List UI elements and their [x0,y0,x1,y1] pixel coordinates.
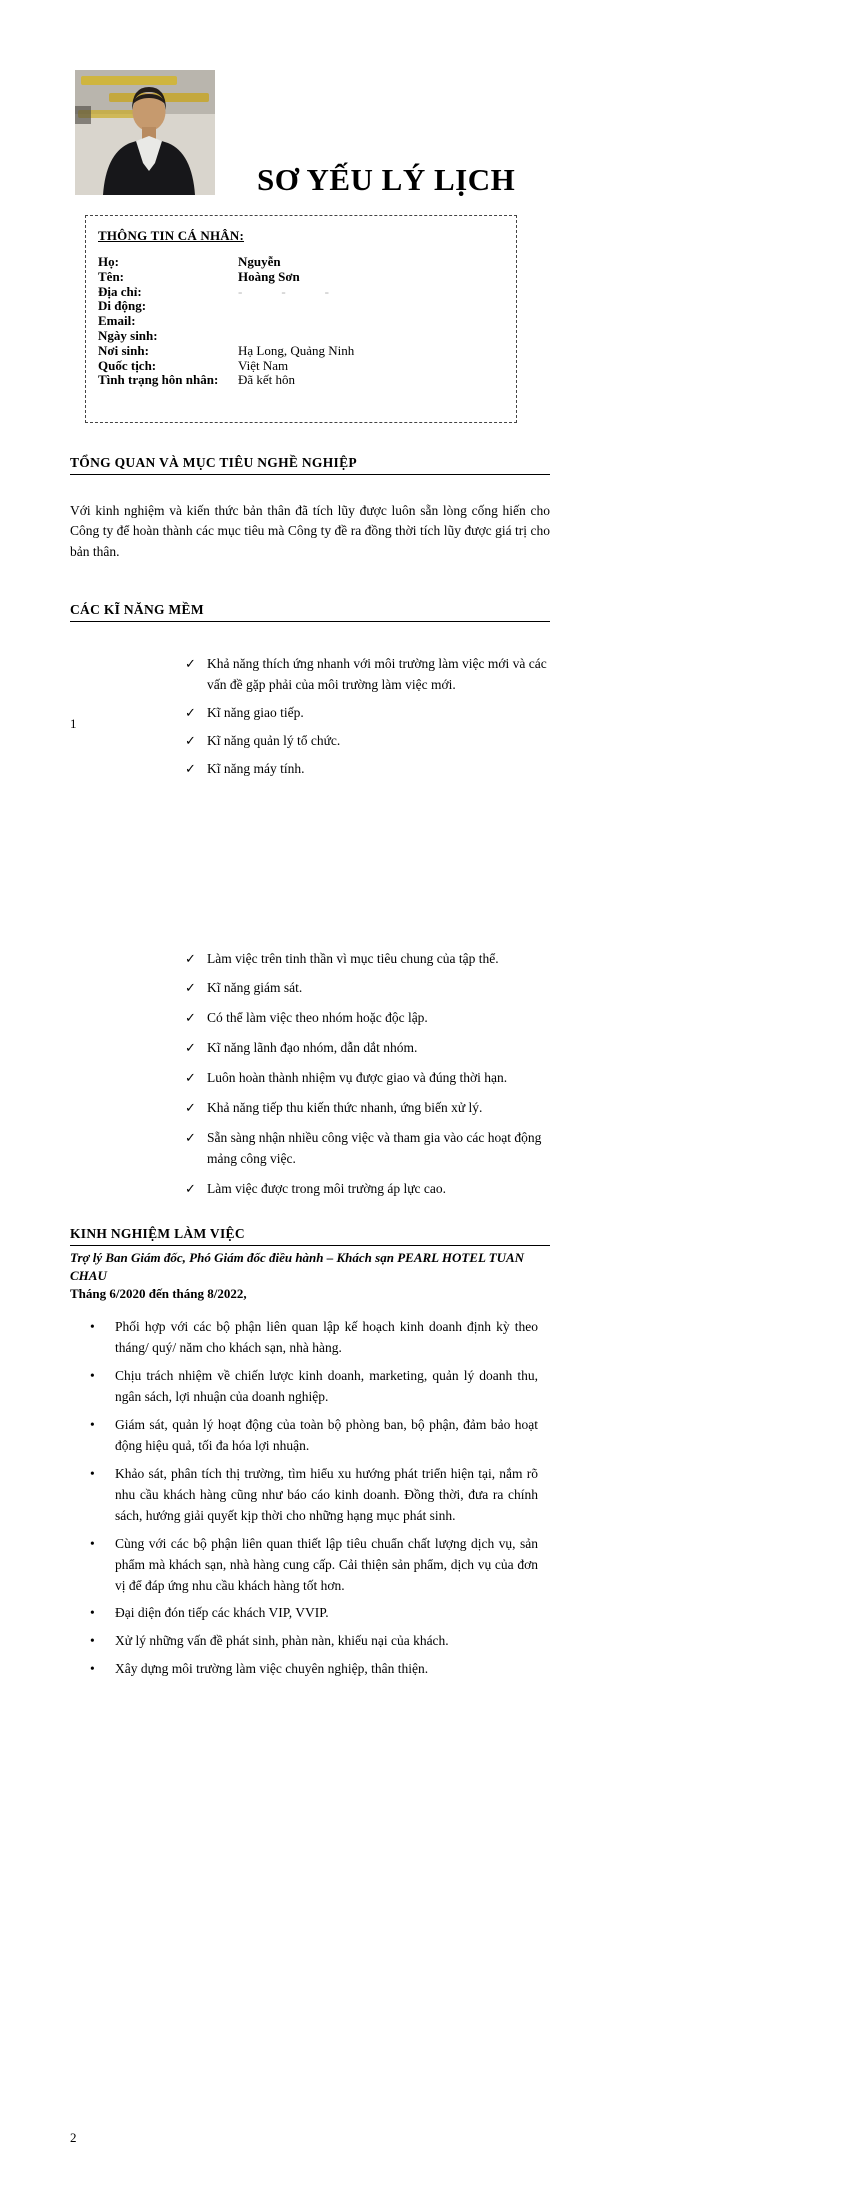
check-item-text: Khả năng tiếp thu kiến thức nhanh, ứng biến xử lý. [207,1100,483,1116]
check-item-text: Khả năng thích ứng nhanh với môi trường làm việc mới và các vấn đề gặp phải của môi trường làm việc mới. [207,655,547,692]
section-soft-skills [70,602,550,622]
bullet-icon: • [90,1633,95,1649]
field-label: Quốc tịch: [98,357,157,373]
check-item [185,1128,547,1170]
section-overview [70,455,550,562]
field-label: Email: [98,313,136,329]
bullet-item-text: Cùng với các bộ phận liên quan thiết lập tiêu chuẩn chất lượng dịch vụ, sản phẩm mà khách sạn, nhà hàng cung cấp. Cải thiện sản phẩm, dịch vụ của đơn vị để đáp ứng nhu cầu khách hàng tốt hơn. [115,1535,538,1593]
bullet-icon: • [90,1535,95,1551]
bullet-icon: • [90,1605,95,1621]
page-title: SƠ YẾU LÝ LỊCH [257,162,516,197]
overview-text: Với kinh nghiệm và kiến thức bản thân đã tích lũy được luôn sẵn lòng cống hiến cho Công ty để hoàn thành các mục tiêu mà Công ty đề ra đồng thời tích lũy được giá trị cho bản thân. [70,503,550,559]
job-period: Tháng 6/2020 đến tháng 8/2022, [70,1286,247,1302]
check-item-text: Kĩ năng giao tiếp. [207,704,304,720]
section-experience [70,1226,550,1680]
field-value: Nguyễn [238,254,281,269]
checkmark-icon: ✓ [185,1180,196,1196]
bullet-icon: • [90,1319,95,1335]
field-label: Ngày sinh: [98,327,158,343]
check-item [185,1068,547,1089]
field-value: - - - [238,283,329,299]
check-item [185,949,547,970]
check-item-text: Kĩ năng giám sát. [207,980,303,996]
bullet-item [90,1659,538,1680]
bullet-item [90,1631,538,1652]
check-item [185,1008,547,1029]
check-item-text: Kĩ năng lãnh đạo nhóm, dẫn dắt nhóm. [207,1040,418,1056]
checkmark-icon: ✓ [185,732,196,748]
check-item-text: Sẵn sàng nhận nhiều công việc và tham gia vào các hoạt động mảng công việc. [207,1130,542,1166]
check-item [185,1179,547,1200]
overview-heading: TỔNG QUAN VÀ MỤC TIÊU NGHỀ NGHIỆP [70,455,550,475]
field-label: Di động: [98,298,147,314]
bullet-item-text: Đại diện đón tiếp các khách VIP, VVIP. [115,1605,329,1621]
check-item [185,703,547,724]
bullet-item [90,1534,538,1597]
checkmark-icon: ✓ [185,1010,196,1026]
bullet-item-text: Xử lý những vấn đề phát sinh, phàn nàn, khiếu nại của khách. [115,1633,449,1649]
field-value: Hạ Long, Quảng Ninh [238,342,355,358]
bullet-icon: • [90,1661,95,1677]
bullet-icon: • [90,1465,95,1481]
bullet-item [90,1415,538,1457]
bullet-icon: • [90,1368,95,1384]
bullet-item-text: Phối hợp với các bộ phận liên quan lập kế hoạch kinh doanh định kỳ theo tháng/ quý/ năm cho khách sạn, nhà hàng. [115,1319,538,1356]
page-number-2: 2 [70,2130,77,2145]
page-break-spacer [0,787,850,917]
soft-skills-list-page1 [185,654,547,780]
bullet-item-text: Chịu trách nhiệm về chiến lược kinh doanh, marketing, quản lý doanh thu, ngân sách, lợi nhuận của doanh nghiệp. [115,1368,538,1405]
checkmark-icon: ✓ [185,1130,196,1146]
info-row-noi-sinh [98,344,504,359]
profile-photo [75,70,215,195]
checkmark-icon: ✓ [185,704,196,720]
checkmark-icon: ✓ [185,1040,196,1056]
info-row-di-dong [98,299,504,314]
field-value: Việt Nam [238,357,289,373]
soft-skills-heading: CÁC KĨ NĂNG MỀM [70,602,550,622]
checkmark-icon: ✓ [185,1100,196,1116]
check-item-text: Làm việc được trong môi trường áp lực cao. [207,1180,447,1196]
experience-bullet-list [90,1317,538,1680]
field-label: Tình trạng hôn nhân: [98,372,219,388]
info-row-quoc-tich [98,359,504,374]
check-item-text: Luôn hoàn thành nhiệm vụ được giao và đúng thời hạn. [207,1070,508,1086]
bullet-item-text: Khảo sát, phân tích thị trường, tìm hiểu xu hướng phát triển hiện tại, nắm rõ nhu cầu khách hàng cũng như báo cáo kinh doanh. Đồng thời, đưa ra chính sách, hướng giải quyết kịp thời cho những hạng mục phát sinh. [115,1465,538,1523]
checkmark-icon: ✓ [185,1070,196,1086]
job-title: Trợ lý Ban Giám đốc, Phó Giám đốc điều hành – Khách sạn PEARL HOTEL TUAN CHAU [70,1249,525,1284]
field-label: Tên: [98,268,124,284]
check-item-text: Làm việc trên tinh thần vì mục tiêu chung của tập thể. [207,950,499,966]
check-item [185,731,547,752]
check-item-text: Có thể làm việc theo nhóm hoặc độc lập. [207,1010,428,1026]
personal-info-heading: THÔNG TIN CÁ NHÂN: [98,228,245,243]
bullet-item-text: Xây dựng môi trường làm việc chuyên nghiệp, thân thiện. [115,1661,429,1677]
field-label: Nơi sinh: [98,342,149,358]
bullet-item [90,1317,538,1359]
profile-photo-image [75,70,215,195]
checkmark-icon: ✓ [185,950,196,966]
field-value: Đã kết hôn [238,372,296,388]
field-label: Họ: [98,254,119,269]
bullet-item [90,1603,538,1624]
document-header [0,0,850,195]
check-item [185,978,547,999]
info-row-ngay-sinh [98,329,504,344]
checkmark-icon: ✓ [185,760,196,776]
bullet-item-text: Giám sát, quản lý hoạt động của toàn bộ phòng ban, bộ phận, đảm bảo hoạt động hiệu quả, tối đa hóa lợi nhuận. [115,1417,538,1453]
field-label: Địa chỉ: [98,283,142,299]
checkmark-icon: ✓ [185,655,196,671]
info-row-dia-chi [98,285,504,300]
check-item-text: Kĩ năng máy tính. [207,760,305,776]
check-item [185,1038,547,1059]
info-row-hon-nhan [98,373,504,388]
check-item [185,759,547,780]
info-row-ho [98,255,504,270]
experience-heading: KINH NGHIỆM LÀM VIỆC [70,1226,550,1246]
check-item-text: Kĩ năng quản lý tổ chức. [207,732,341,748]
bullet-item [90,1366,538,1408]
check-item [185,654,547,696]
checkmark-icon: ✓ [185,980,196,996]
soft-skills-list-page2 [185,949,547,1200]
check-item [185,1098,547,1119]
bullet-icon: • [90,1417,95,1433]
info-row-ten [98,270,504,285]
field-value: Hoàng Sơn [238,268,300,284]
bullet-item [90,1464,538,1527]
page-number-1: 1 [70,716,77,731]
personal-info-box [85,215,517,423]
info-row-email [98,314,504,329]
